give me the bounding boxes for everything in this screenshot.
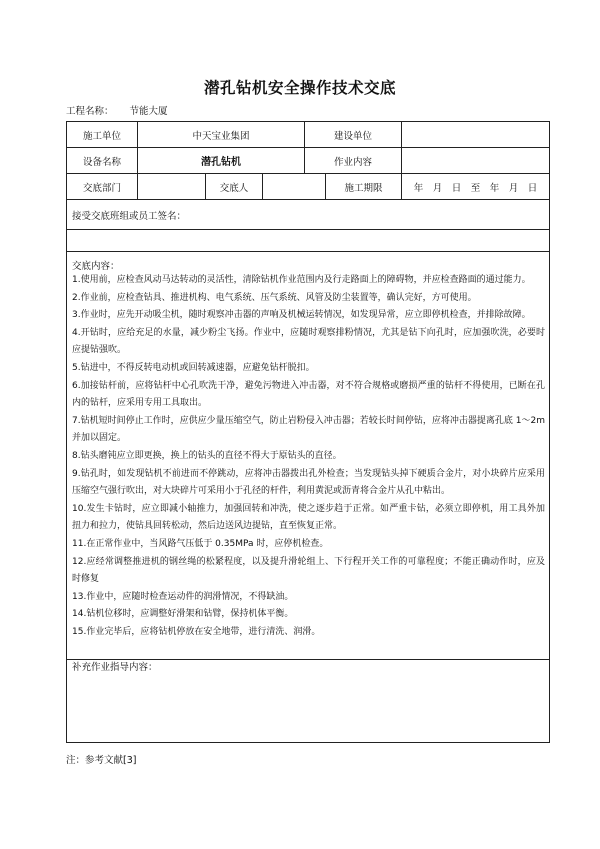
list-item: 1.使用前，应检查风动马达转动的灵活性，清除钻机作业范围内及行走路面上的障碍物，并应检查路面的通过能力。 <box>72 275 531 285</box>
value-construction-period: 年 月 日 至 年 月 日 <box>401 174 549 199</box>
content-items <box>72 272 545 641</box>
label-construction-period: 施工期限 <box>325 174 401 199</box>
value-work-content <box>401 148 549 173</box>
disclosure-table <box>66 121 550 743</box>
content-label: 交底内容： <box>72 261 120 272</box>
list-item: 14.钻机位移时，应调整好滑架和钻臂，保持机体平衡。 <box>72 609 294 620</box>
value-equipment-name: 潜孔钻机 <box>137 148 304 173</box>
label-disclosure-dept: 交底部门 <box>82 182 121 194</box>
list-item: 5.钻进中，不得反转电动机或回转减速器，应避免钻杆脱扣。 <box>72 362 315 373</box>
list-item: 15.作业完毕后，应将钻机停放在安全地带，进行清洗、润滑。 <box>72 626 321 637</box>
table-row-construction-unit <box>67 122 549 148</box>
list-item: 10.发生卡钻时，应立即减小轴推力，加强回转和冲洗，使之逐步趋于正常。如严重卡钻，必须立即停机，用工具外加扭力和拉力，使钻具回转松动，然后边送风边提钻，直至恢复正常。 <box>72 503 545 532</box>
list-item: 2.作业前，应检查钻具、推进机构、电气系统、压气系统、风管及防尘装置等，确认完好，方可使用。 <box>72 292 477 303</box>
label-work-content: 作业内容 <box>304 148 401 173</box>
list-item: 4.开钻时，应给充足的水量，减少粉尘飞扬。作业中，应随时观察排粉情况，尤其是钻下向孔时，应加强吹洗，必要时应提钻强吹。 <box>72 327 545 356</box>
list-item: 3.作业时，应先开动吸尘机，随时观察冲击器的声响及机械运转情况，如发现异常，应立即停机检查，并排除故障。 <box>72 310 531 321</box>
list-item: 8.钻头磨钝应立即更换，换上的钻头的直径不得大于原钻头的直径。 <box>72 450 342 461</box>
document-title: 潜孔钻机安全操作技术交底 <box>203 79 396 97</box>
supplement-label: 补充作业指导内容： <box>72 662 158 673</box>
list-item: 9.钻孔时，如发现钻机不前进而不停跳动，应将冲击器拨出孔外检查；当发现钻头掉下硬质合金片，对小块碎片应采用压缩空气强行吹出，对大块碎片可采用小于孔径的杆件，利用黄泥或沥青将合金片从孔中粘出。 <box>72 468 545 497</box>
list-item: 11.在正常作业中，当风路气压低于 0.35MPa 时，应停机检查。 <box>72 538 329 549</box>
project-name <box>66 103 168 117</box>
value-construction-unit: 中天宝业集团 <box>137 122 304 147</box>
project-name-value: 节能大厦 <box>129 106 168 117</box>
label-owner-unit: 建设单位 <box>304 122 401 147</box>
reference-note: 注：参考文献[3] <box>66 755 137 766</box>
project-name-label: 工程名称： <box>66 106 114 117</box>
signers-label: 接受交底班组或员工签名： <box>72 211 187 222</box>
signers-row <box>67 200 549 230</box>
value-owner-unit <box>401 122 549 147</box>
list-item: 12.应经常调整推进机的钢丝绳的松紧程度，以及提升滑轮组上、下行程开关工作的可靠程度；不能正确动作时，应及时修复 <box>72 556 545 585</box>
list-item: 13.作业中，应随时检查运动件的润滑情况，不得缺油。 <box>72 591 294 602</box>
table-row-disclosure <box>67 174 549 200</box>
list-item: 7.钻机短时间停止工作时，应供应少量压缩空气，防止岩粉侵入冲击器；若较长时间停钻，应将冲击器提离孔底 1～2m 并加以固定。 <box>72 415 545 444</box>
label-construction-unit: 施工单位 <box>82 130 121 142</box>
signers-blank-row <box>67 230 549 252</box>
label-discloser: 交底人 <box>205 174 262 199</box>
table-row-equipment <box>67 148 549 174</box>
value-disclosure-dept <box>137 174 205 199</box>
list-item: 6.加接钻杆前，应将钻杆中心孔吹洗干净，避免污物进入冲击器，对不符合规格或磨损严重的钻杆不得使用，已断在孔内的钻杆，应采用专用工具取出。 <box>72 380 545 409</box>
label-equipment-name: 设备名称 <box>82 156 121 168</box>
value-discloser <box>262 174 325 199</box>
